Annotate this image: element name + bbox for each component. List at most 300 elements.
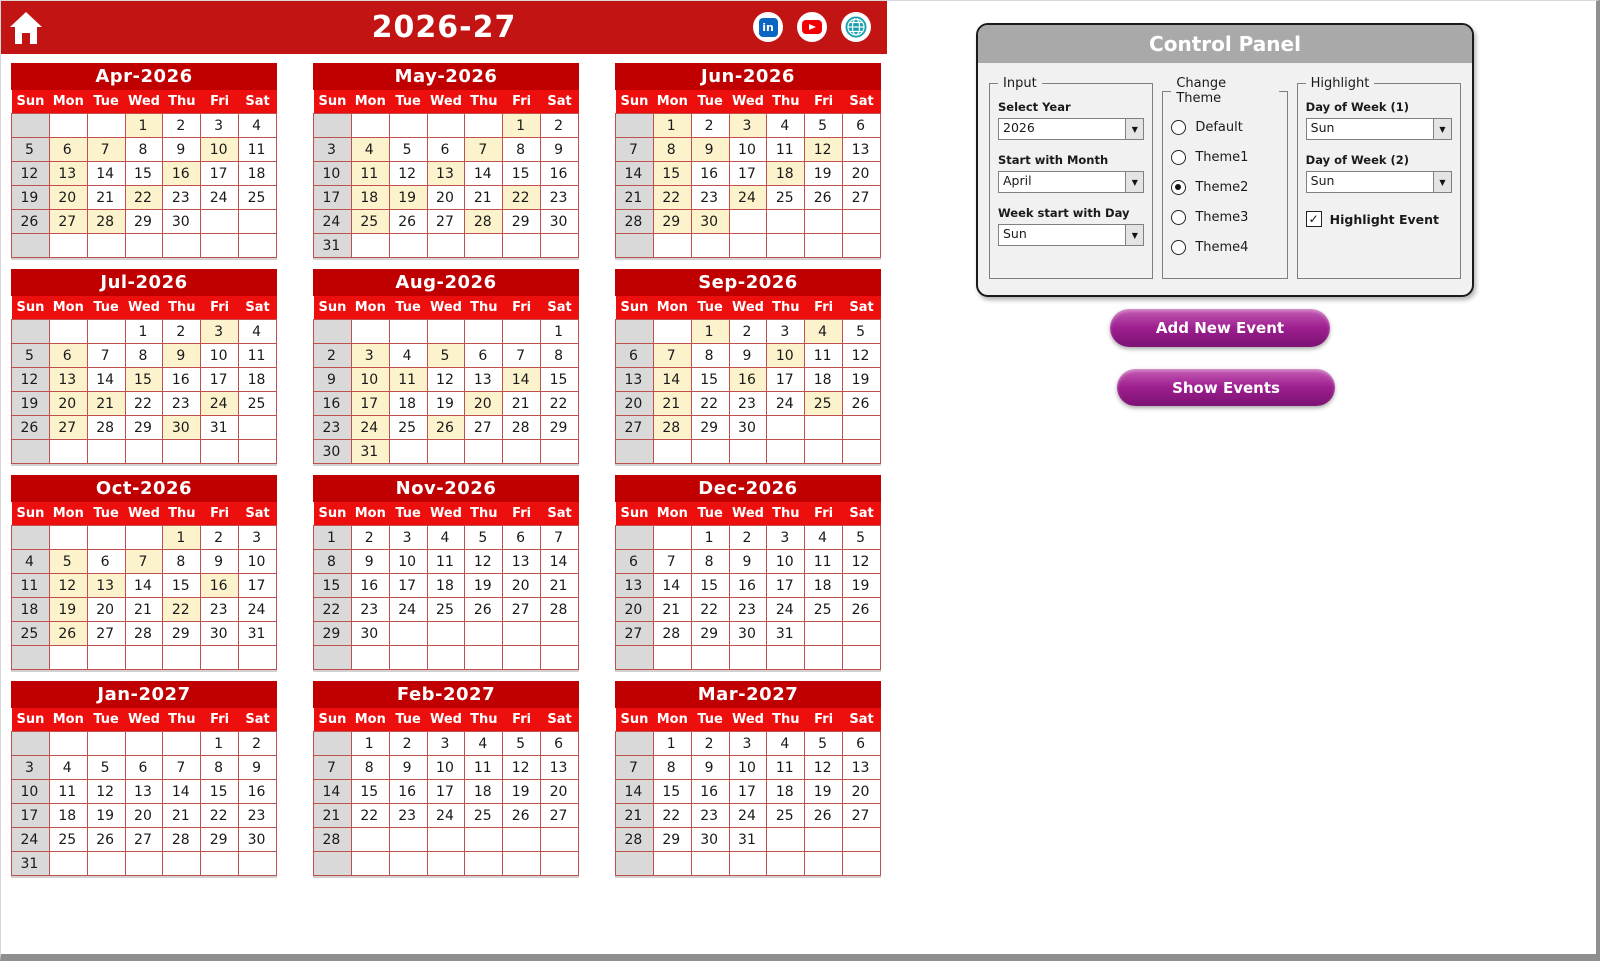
weekday-header: Thu [465, 90, 503, 114]
day-cell [125, 852, 163, 876]
day-cell: 18 [767, 780, 805, 804]
weekday-header-row [616, 296, 881, 320]
globe-icon[interactable] [841, 12, 871, 42]
weekday-header: Fri [503, 296, 541, 320]
day-cell [351, 114, 389, 138]
day-cell: 11 [767, 756, 805, 780]
day-cell: 3 [351, 344, 389, 368]
weekday-header: Wed [729, 296, 767, 320]
day-cell: 25 [239, 186, 277, 210]
day-cell [541, 852, 579, 876]
radio-label: Theme2 [1195, 180, 1249, 195]
week-row [12, 574, 277, 598]
day-cell [805, 852, 843, 876]
day-cell: 18 [351, 186, 389, 210]
theme-radio-default[interactable] [1171, 120, 1278, 135]
weekday-header: Sun [314, 708, 352, 732]
day-cell [843, 234, 881, 258]
day-cell: 10 [389, 550, 427, 574]
week-row [616, 186, 881, 210]
day-cell [465, 646, 503, 670]
day-cell: 17 [351, 392, 389, 416]
day-cell: 28 [163, 828, 201, 852]
week-row [616, 852, 881, 876]
checkbox-label: Highlight Event [1329, 211, 1440, 227]
week-row [314, 574, 579, 598]
day-cell: 25 [805, 598, 843, 622]
dropdown-arrow-icon[interactable] [1433, 119, 1451, 139]
day-cell [767, 646, 805, 670]
day-cell: 26 [805, 804, 843, 828]
day-cell: 15 [351, 780, 389, 804]
weekday-header: Sun [314, 502, 352, 526]
day-cell: 1 [691, 526, 729, 550]
field-label: Start with Month [998, 153, 1109, 167]
day-cell [427, 828, 465, 852]
day-cell [503, 622, 541, 646]
week-row [12, 622, 277, 646]
day-cell: 6 [465, 344, 503, 368]
day-cell: 25 [767, 186, 805, 210]
day-cell: 14 [653, 368, 691, 392]
month-block [11, 681, 277, 876]
day-cell: 9 [163, 344, 201, 368]
day-cell: 13 [541, 756, 579, 780]
day-cell [389, 114, 427, 138]
day-cell: 26 [843, 598, 881, 622]
day-cell: 17 [767, 368, 805, 392]
day-cell: 19 [427, 392, 465, 416]
day-cell [239, 210, 277, 234]
day-cell [87, 526, 125, 550]
day-cell: 8 [351, 756, 389, 780]
day-cell: 18 [805, 574, 843, 598]
weekday-header: Sun [12, 708, 50, 732]
day-cell: 25 [351, 210, 389, 234]
day-cell: 24 [239, 598, 277, 622]
day-cell: 2 [541, 114, 579, 138]
page-title: 2026-27 [371, 10, 517, 45]
day-cell: 8 [541, 344, 579, 368]
day-cell: 17 [729, 780, 767, 804]
day-cell [503, 828, 541, 852]
day-cell: 2 [389, 732, 427, 756]
day-cell: 23 [314, 416, 352, 440]
day-cell: 20 [87, 598, 125, 622]
weekday-header-row [12, 90, 277, 114]
day-cell: 3 [389, 526, 427, 550]
day-cell: 17 [729, 162, 767, 186]
theme-radio-theme2[interactable] [1171, 180, 1278, 195]
day-cell: 27 [503, 598, 541, 622]
day-cell: 1 [201, 732, 239, 756]
day-cell: 21 [163, 804, 201, 828]
day-cell: 6 [503, 526, 541, 550]
day-cell: 4 [767, 114, 805, 138]
day-cell [541, 440, 579, 464]
day-cell: 26 [12, 210, 50, 234]
day-cell [49, 646, 87, 670]
week-start-with-day-dropdown[interactable] [998, 224, 1144, 246]
day-cell: 21 [87, 392, 125, 416]
checkbox-icon [1306, 211, 1322, 227]
weekday-header-row [314, 296, 579, 320]
input-group-label: Input [1003, 76, 1037, 91]
day-cell: 20 [541, 780, 579, 804]
day-cell [427, 852, 465, 876]
day-cell [201, 646, 239, 670]
month-table [11, 708, 277, 876]
day-cell: 22 [125, 392, 163, 416]
theme-radio-theme4[interactable] [1171, 240, 1278, 255]
day-cell [87, 852, 125, 876]
day-cell: 24 [351, 416, 389, 440]
day-cell: 9 [201, 550, 239, 574]
day-cell [503, 234, 541, 258]
day-cell: 31 [12, 852, 50, 876]
highlight-event-checkbox[interactable] [1306, 211, 1452, 227]
weekday-header: Fri [805, 296, 843, 320]
day-cell: 27 [125, 828, 163, 852]
day-cell: 23 [691, 186, 729, 210]
day-cell: 13 [616, 368, 654, 392]
day-cell [125, 440, 163, 464]
day-cell [389, 852, 427, 876]
day-cell: 29 [201, 828, 239, 852]
week-row [616, 320, 881, 344]
day-cell: 29 [503, 210, 541, 234]
day-cell [616, 320, 654, 344]
day-cell [541, 828, 579, 852]
week-row [12, 162, 277, 186]
month-block [615, 475, 881, 670]
day-cell: 15 [653, 162, 691, 186]
weekday-header: Sun [314, 90, 352, 114]
day-cell: 1 [125, 114, 163, 138]
day-cell: 15 [503, 162, 541, 186]
day-cell: 23 [389, 804, 427, 828]
weekday-header: Tue [389, 90, 427, 114]
day-cell: 4 [767, 732, 805, 756]
weekday-header: Tue [87, 90, 125, 114]
day-cell [653, 320, 691, 344]
day-cell [729, 440, 767, 464]
home-icon[interactable] [9, 10, 43, 46]
weekday-header: Fri [805, 502, 843, 526]
day-cell [691, 440, 729, 464]
day-cell [163, 852, 201, 876]
dropdown-arrow-icon[interactable] [1125, 172, 1143, 192]
weekday-header: Mon [49, 296, 87, 320]
weekday-header: Sat [843, 90, 881, 114]
week-row [314, 828, 579, 852]
day-cell: 8 [201, 756, 239, 780]
week-row [616, 392, 881, 416]
day-cell: 28 [541, 598, 579, 622]
dropdown-arrow-icon[interactable] [1125, 225, 1143, 245]
weekday-header: Thu [465, 708, 503, 732]
day-cell: 26 [49, 622, 87, 646]
add-new-event-button[interactable]: Add New Event [1110, 309, 1330, 347]
day-cell [653, 852, 691, 876]
day-cell: 11 [239, 138, 277, 162]
day-cell [314, 646, 352, 670]
day-cell: 31 [201, 416, 239, 440]
day-cell: 9 [541, 138, 579, 162]
month-title: Sep-2026 [615, 269, 881, 296]
day-cell: 19 [12, 392, 50, 416]
week-row [616, 234, 881, 258]
day-of-week-2-dropdown[interactable] [1306, 171, 1452, 193]
day-cell: 18 [427, 574, 465, 598]
day-cell: 23 [691, 804, 729, 828]
theme-radio-theme1[interactable] [1171, 150, 1278, 165]
month-table [615, 708, 881, 876]
week-row [314, 852, 579, 876]
day-cell: 27 [616, 416, 654, 440]
day-cell: 9 [691, 138, 729, 162]
month-title: Nov-2026 [313, 475, 579, 502]
weekday-header-row [616, 90, 881, 114]
day-cell: 21 [314, 804, 352, 828]
day-cell [767, 440, 805, 464]
day-cell [239, 440, 277, 464]
weekday-header: Tue [87, 502, 125, 526]
weekday-header: Mon [49, 90, 87, 114]
day-cell: 17 [427, 780, 465, 804]
week-row [12, 320, 277, 344]
day-cell: 20 [616, 392, 654, 416]
show-events-button[interactable]: Show Events [1117, 369, 1335, 406]
day-cell: 22 [653, 804, 691, 828]
month-block [313, 681, 579, 876]
day-cell: 5 [49, 550, 87, 574]
day-cell [691, 852, 729, 876]
day-cell: 27 [49, 416, 87, 440]
radio-icon [1171, 210, 1186, 225]
day-cell [427, 114, 465, 138]
day-cell: 5 [12, 344, 50, 368]
day-cell: 17 [767, 574, 805, 598]
day-cell: 16 [163, 162, 201, 186]
day-cell: 8 [691, 550, 729, 574]
day-cell [87, 234, 125, 258]
day-cell: 3 [201, 114, 239, 138]
day-cell: 18 [12, 598, 50, 622]
day-cell: 25 [465, 804, 503, 828]
day-cell [87, 646, 125, 670]
dropdown-arrow-icon[interactable] [1433, 172, 1451, 192]
day-cell: 13 [427, 162, 465, 186]
radio-icon [1171, 120, 1186, 135]
day-cell: 3 [767, 320, 805, 344]
day-cell: 4 [427, 526, 465, 550]
day-cell [163, 646, 201, 670]
day-cell: 25 [427, 598, 465, 622]
day-cell: 15 [125, 368, 163, 392]
day-cell: 7 [541, 526, 579, 550]
weekday-header: Thu [163, 296, 201, 320]
day-cell: 22 [541, 392, 579, 416]
day-cell: 22 [125, 186, 163, 210]
day-cell: 19 [87, 804, 125, 828]
day-cell: 29 [125, 416, 163, 440]
theme-radio-theme3[interactable] [1171, 210, 1278, 225]
weekday-header: Wed [729, 502, 767, 526]
week-row [616, 780, 881, 804]
day-cell: 4 [239, 320, 277, 344]
day-cell: 30 [201, 622, 239, 646]
week-row [314, 210, 579, 234]
day-cell: 10 [239, 550, 277, 574]
day-cell: 27 [49, 210, 87, 234]
day-cell: 19 [389, 186, 427, 210]
linkedin-icon[interactable] [753, 12, 783, 42]
day-cell [201, 852, 239, 876]
highlight-group [1297, 76, 1461, 279]
day-cell: 8 [314, 550, 352, 574]
day-cell [767, 852, 805, 876]
day-cell: 10 [729, 138, 767, 162]
day-cell: 25 [12, 622, 50, 646]
day-cell: 21 [503, 392, 541, 416]
day-cell: 8 [503, 138, 541, 162]
form-field [1306, 100, 1452, 140]
day-cell: 5 [805, 732, 843, 756]
day-cell: 8 [125, 138, 163, 162]
day-cell [767, 416, 805, 440]
day-cell: 29 [541, 416, 579, 440]
day-cell: 11 [49, 780, 87, 804]
weekday-header: Tue [87, 708, 125, 732]
day-cell [125, 234, 163, 258]
day-cell: 14 [87, 368, 125, 392]
select-year-dropdown[interactable] [998, 118, 1144, 140]
day-cell: 30 [691, 210, 729, 234]
day-cell: 16 [541, 162, 579, 186]
day-cell: 2 [239, 732, 277, 756]
week-row [12, 526, 277, 550]
day-cell: 18 [767, 162, 805, 186]
day-cell [12, 114, 50, 138]
start-with-month-dropdown[interactable] [998, 171, 1144, 193]
day-cell: 12 [12, 368, 50, 392]
radio-label: Theme1 [1195, 150, 1249, 165]
month-table [313, 708, 579, 876]
week-row [12, 210, 277, 234]
day-cell: 5 [843, 526, 881, 550]
day-cell: 25 [49, 828, 87, 852]
day-cell: 21 [125, 598, 163, 622]
day-cell [389, 828, 427, 852]
day-cell: 3 [767, 526, 805, 550]
day-cell: 15 [691, 574, 729, 598]
day-cell: 15 [163, 574, 201, 598]
day-cell [351, 234, 389, 258]
dropdown-value: Sun [1310, 173, 1335, 188]
day-cell [163, 440, 201, 464]
day-cell: 4 [49, 756, 87, 780]
month-title: Jan-2027 [11, 681, 277, 708]
day-cell: 21 [541, 574, 579, 598]
day-cell [49, 526, 87, 550]
day-of-week-1-dropdown[interactable] [1306, 118, 1452, 140]
weekday-header: Fri [201, 708, 239, 732]
day-cell: 29 [691, 416, 729, 440]
day-cell: 13 [125, 780, 163, 804]
day-cell: 8 [653, 756, 691, 780]
weekday-header: Sun [314, 296, 352, 320]
weekday-header: Sat [541, 708, 579, 732]
dropdown-value: Sun [1310, 120, 1335, 135]
day-cell: 10 [427, 756, 465, 780]
week-row [314, 320, 579, 344]
day-cell: 10 [201, 138, 239, 162]
day-cell: 2 [691, 114, 729, 138]
day-cell: 16 [351, 574, 389, 598]
day-cell: 14 [163, 780, 201, 804]
day-cell [427, 622, 465, 646]
day-cell: 28 [87, 210, 125, 234]
day-cell: 20 [616, 598, 654, 622]
day-cell: 10 [767, 344, 805, 368]
day-cell [541, 622, 579, 646]
day-cell [163, 234, 201, 258]
dropdown-arrow-icon[interactable] [1125, 119, 1143, 139]
day-cell [653, 234, 691, 258]
month-table [313, 502, 579, 670]
day-cell: 19 [12, 186, 50, 210]
day-cell: 28 [314, 828, 352, 852]
day-cell: 14 [465, 162, 503, 186]
day-cell [691, 234, 729, 258]
youtube-icon[interactable] [797, 12, 827, 42]
week-row [12, 234, 277, 258]
day-cell [314, 852, 352, 876]
week-row [616, 162, 881, 186]
day-cell: 6 [125, 756, 163, 780]
day-cell: 20 [503, 574, 541, 598]
day-cell: 28 [653, 416, 691, 440]
day-cell: 1 [503, 114, 541, 138]
day-cell: 15 [653, 780, 691, 804]
day-cell: 19 [805, 162, 843, 186]
day-cell: 16 [729, 368, 767, 392]
day-cell [314, 320, 352, 344]
day-cell [653, 526, 691, 550]
weekday-header: Fri [805, 90, 843, 114]
day-cell: 30 [239, 828, 277, 852]
day-cell: 23 [239, 804, 277, 828]
day-cell [465, 320, 503, 344]
day-cell: 19 [503, 780, 541, 804]
day-cell: 12 [87, 780, 125, 804]
day-cell: 7 [163, 756, 201, 780]
field-label: Week start with Day [998, 206, 1130, 220]
day-cell: 19 [49, 598, 87, 622]
day-cell [465, 234, 503, 258]
week-row [616, 210, 881, 234]
day-cell: 23 [201, 598, 239, 622]
day-cell [729, 852, 767, 876]
weekday-header: Thu [767, 502, 805, 526]
day-cell: 9 [351, 550, 389, 574]
month-title: May-2026 [313, 63, 579, 90]
week-row [616, 756, 881, 780]
day-cell [465, 114, 503, 138]
day-cell: 18 [239, 162, 277, 186]
day-cell [503, 646, 541, 670]
